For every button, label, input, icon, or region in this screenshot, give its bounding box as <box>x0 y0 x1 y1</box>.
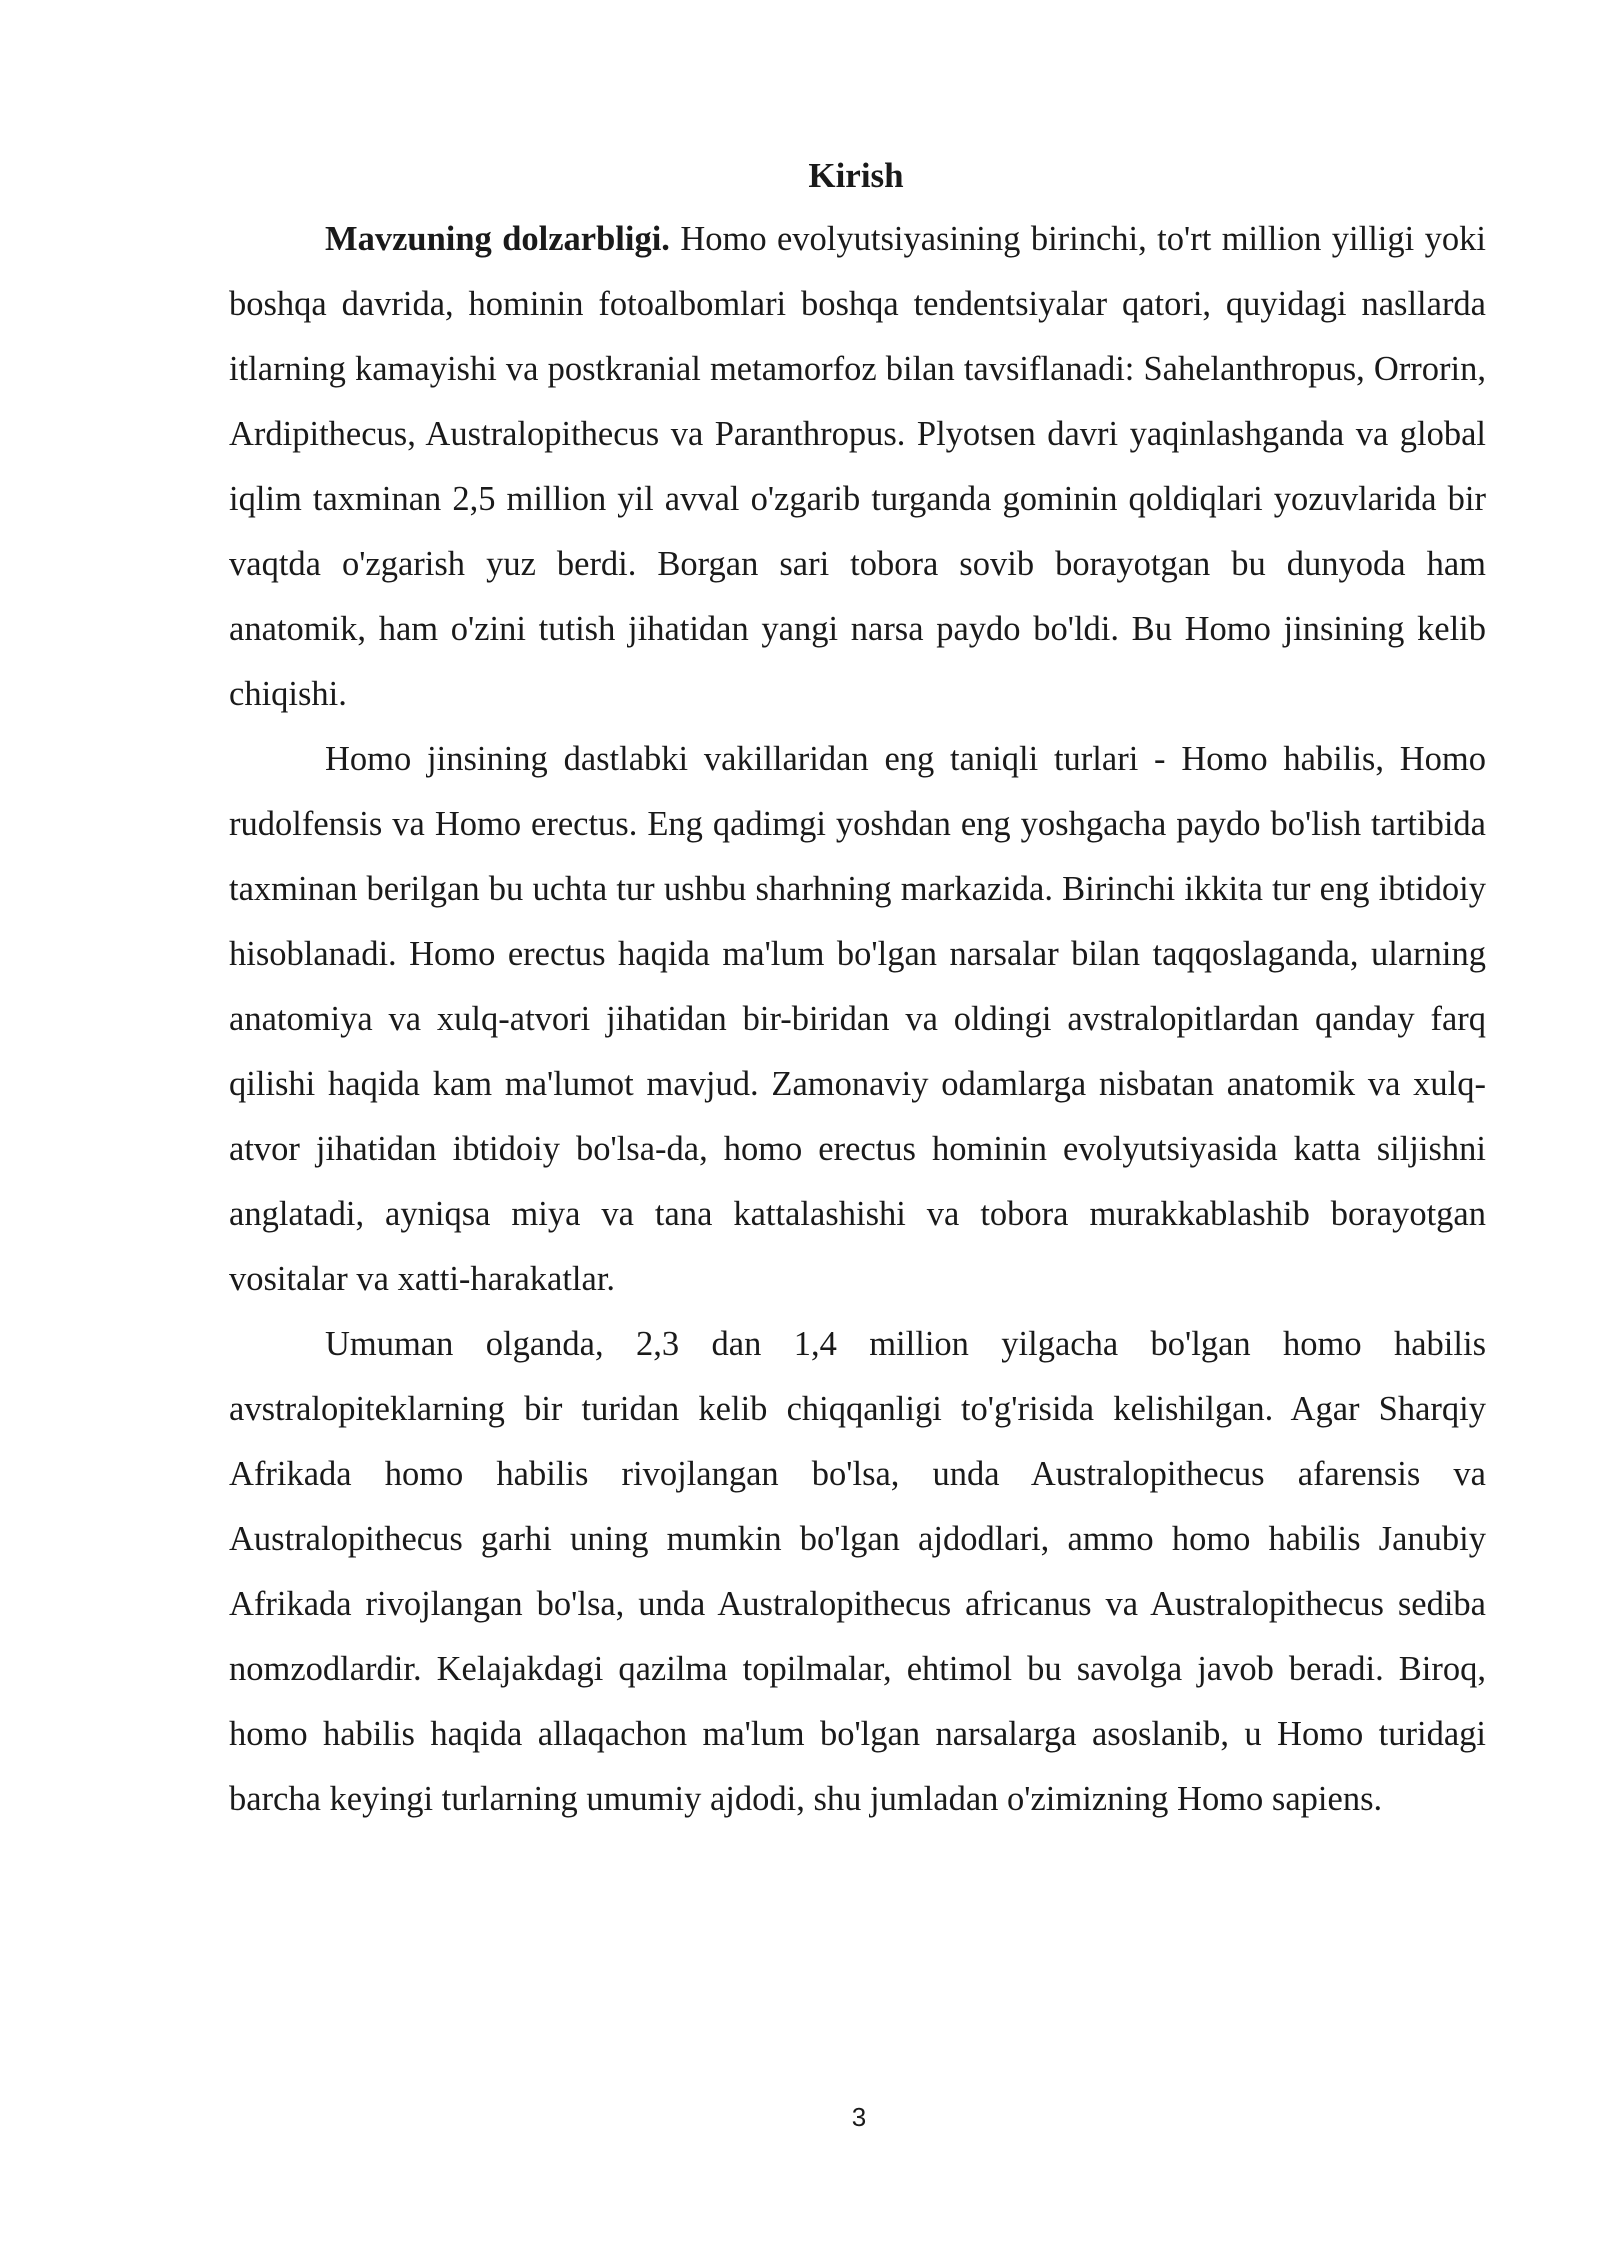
page-title: Kirish <box>808 156 904 195</box>
page-number: 3 <box>851 2102 867 2132</box>
paragraph-lead: Mavzuning dolzarbligi. <box>325 220 670 258</box>
paragraph-relevance <box>229 207 1486 727</box>
paragraph-early-homo: Homo jinsining dastlabki vakillaridan eng taniqli turlari - Homo habilis, Homo rudolfensis va Homo erectus. Eng qadimgi yoshdan eng yoshgacha paydo bo'lish tartibida taxminan berilgan bu uchta tur ushbu sharhning markazida. Birinchi ikkita tur eng ibtidoiy hisoblanadi. Homo erectus haqida ma'lum bo'lgan narsalar bilan taqqoslaganda, ularning anatomiya va xulq-atvori jihatidan bir-biridan va oldingi avstralopitlardan qanday farq qilishi haqida kam ma'lumot mavjud. Zamonaviy odamlarga nisbatan anatomik va xulq-atvor jihatidan ibtidoiy bo'lsa-da, homo erectus hominin evolyutsiyasida katta siljishni anglatadi, ayniqsa miya va tana kattalashishi va tobora murakkablashib borayotgan vositalar va xatti-harakatlar. <box>229 740 1486 1298</box>
paragraph-text: Homo evolyutsiyasining birinchi, to'rt million yilligi yoki boshqa davrida, hominin fotoalbomlari boshqa tendentsiyalar qatori, quyidagi nasllarda itlarning kamayishi va postkranial metamorfoz bilan tavsiflanadi: Sahelanthropus, Orrorin, Ardipithecus, Australopithecus va Paranthropus. Plyotsen davri yaqinlashganda va global iqlim taxminan 2,5 million yil avval o'zgarib turganda gominin qoldiqlari yozuvlarida bir vaqtda o'zgarish yuz berdi. Borgan sari tobora sovib borayotgan bu dunyoda ham anatomik, ham o'zini tutish jihatidan yangi narsa paydo bo'ldi. Bu Homo jinsining kelib chiqishi. <box>229 220 1486 713</box>
paragraph-homo-habilis: Umuman olganda, 2,3 dan 1,4 million yilgacha bo'lgan homo habilis avstralopiteklarning bir turidan kelib chiqqanligi to'g'risida kelishilgan. Agar Sharqiy Afrikada homo habilis rivojlangan bo'lsa, unda Australopithecus afarensis va Australopithecus garhi uning mumkin bo'lgan ajdodlari, ammo homo habilis Janubiy Afrikada rivojlangan bo'lsa, unda Australopithecus africanus va Australopithecus sediba nomzodlardir. Kelajakdagi qazilma topilmalar, ehtimol bu savolga javob beradi. Biroq, homo habilis haqida allaqachon ma'lum bo'lgan narsalarga asoslanib, u Homo turidagi barcha keyingi turlarning umumiy ajdodi, shu jumladan o'zimizning Homo sapiens. <box>229 1325 1486 1818</box>
body-text <box>229 207 1486 1832</box>
